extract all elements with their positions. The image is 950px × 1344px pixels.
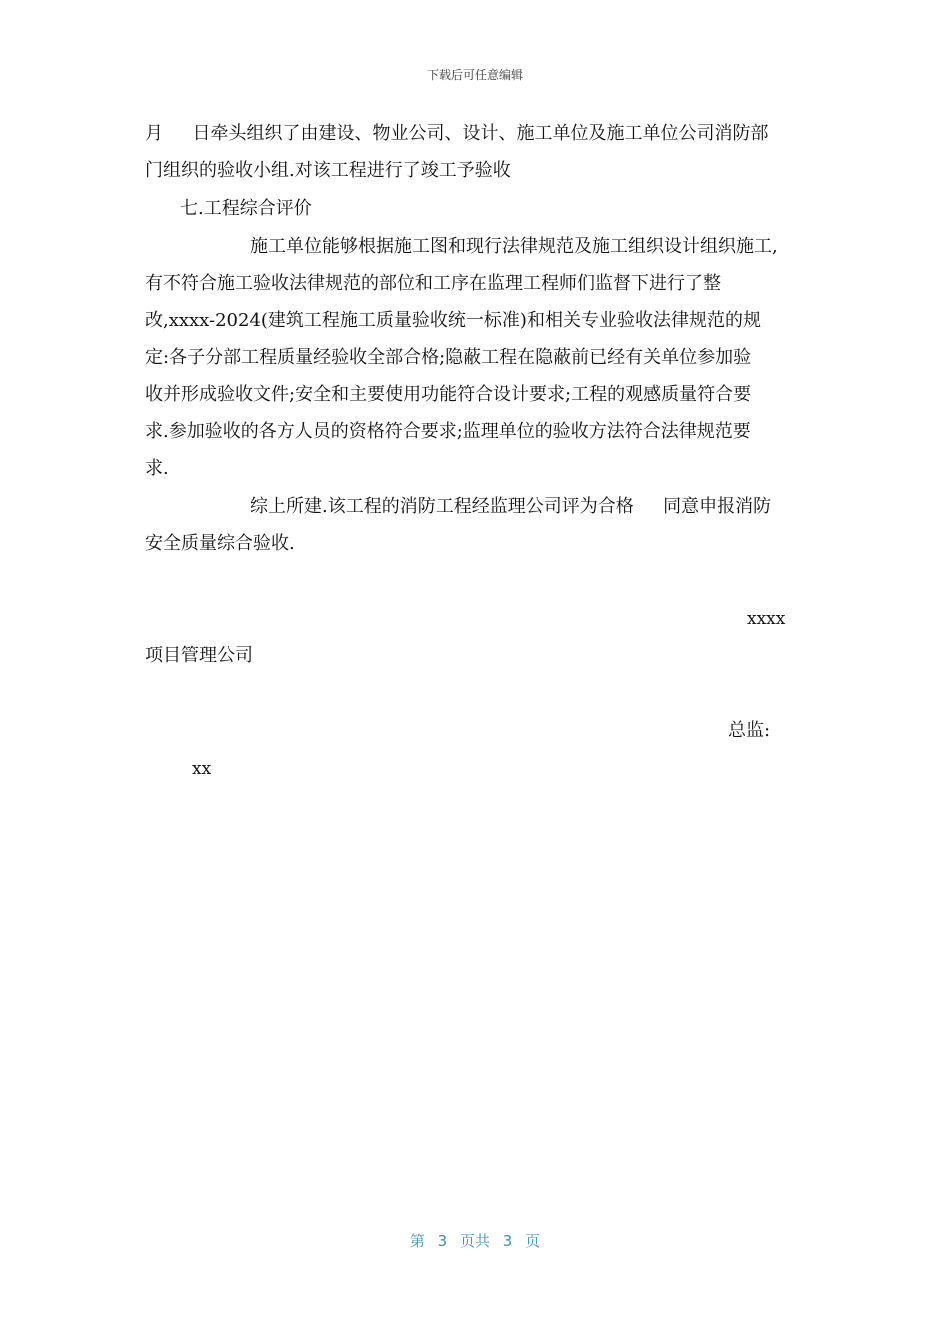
body-line-2: 门组织的验收小组.对该工程进行了竣工予验收 xyxy=(145,160,511,181)
company-prefix: xxxx xyxy=(747,609,786,629)
paragraph-1-line-5: 收并形成验收文件;安全和主要使用功能符合设计要求;工程的观感质量符合要 xyxy=(145,384,752,405)
page-footer: 第 3 页共 3 页 xyxy=(409,1232,541,1250)
director-name: xx xyxy=(192,759,212,779)
paragraph-1-line-3: 改,xxxx-2024(建筑工程施工质量验收统一标准)和相关专业验收法律规范的规 xyxy=(145,310,761,331)
paragraph-2-line-2: 安全质量综合验收. xyxy=(145,533,295,554)
paragraph-2-line-1: 综上所建.该工程的消防工程经监理公司评为合格 同意申报消防 xyxy=(250,496,772,517)
paragraph-1-line-4: 定:各子分部工程质量经验收全部合格;隐蔽工程在隐蔽前已经有关单位参加验 xyxy=(145,347,752,368)
paragraph-1-line-2: 有不符合施工验收法律规范的部位和工序在监理工程师们监督下进行了整 xyxy=(145,273,721,294)
paragraph-1-line-7: 求. xyxy=(145,458,169,479)
paragraph-1-line-6: 求.参加验收的各方人员的资格符合要求;监理单位的验收方法符合法律规范要 xyxy=(145,421,751,442)
paragraph-1-line-1: 施工单位能够根据施工图和现行法律规范及施工组织设计组织施工, xyxy=(250,236,778,257)
company-name: 项目管理公司 xyxy=(145,645,253,666)
director-label: 总监: xyxy=(728,720,771,741)
section-title: 七.工程综合评价 xyxy=(180,198,312,219)
body-line-1: 月 日牵头组织了由建设、物业公司、设计、施工单位及施工单位公司消防部 xyxy=(145,123,769,144)
page-header: 下载后可任意编辑 xyxy=(426,68,523,82)
